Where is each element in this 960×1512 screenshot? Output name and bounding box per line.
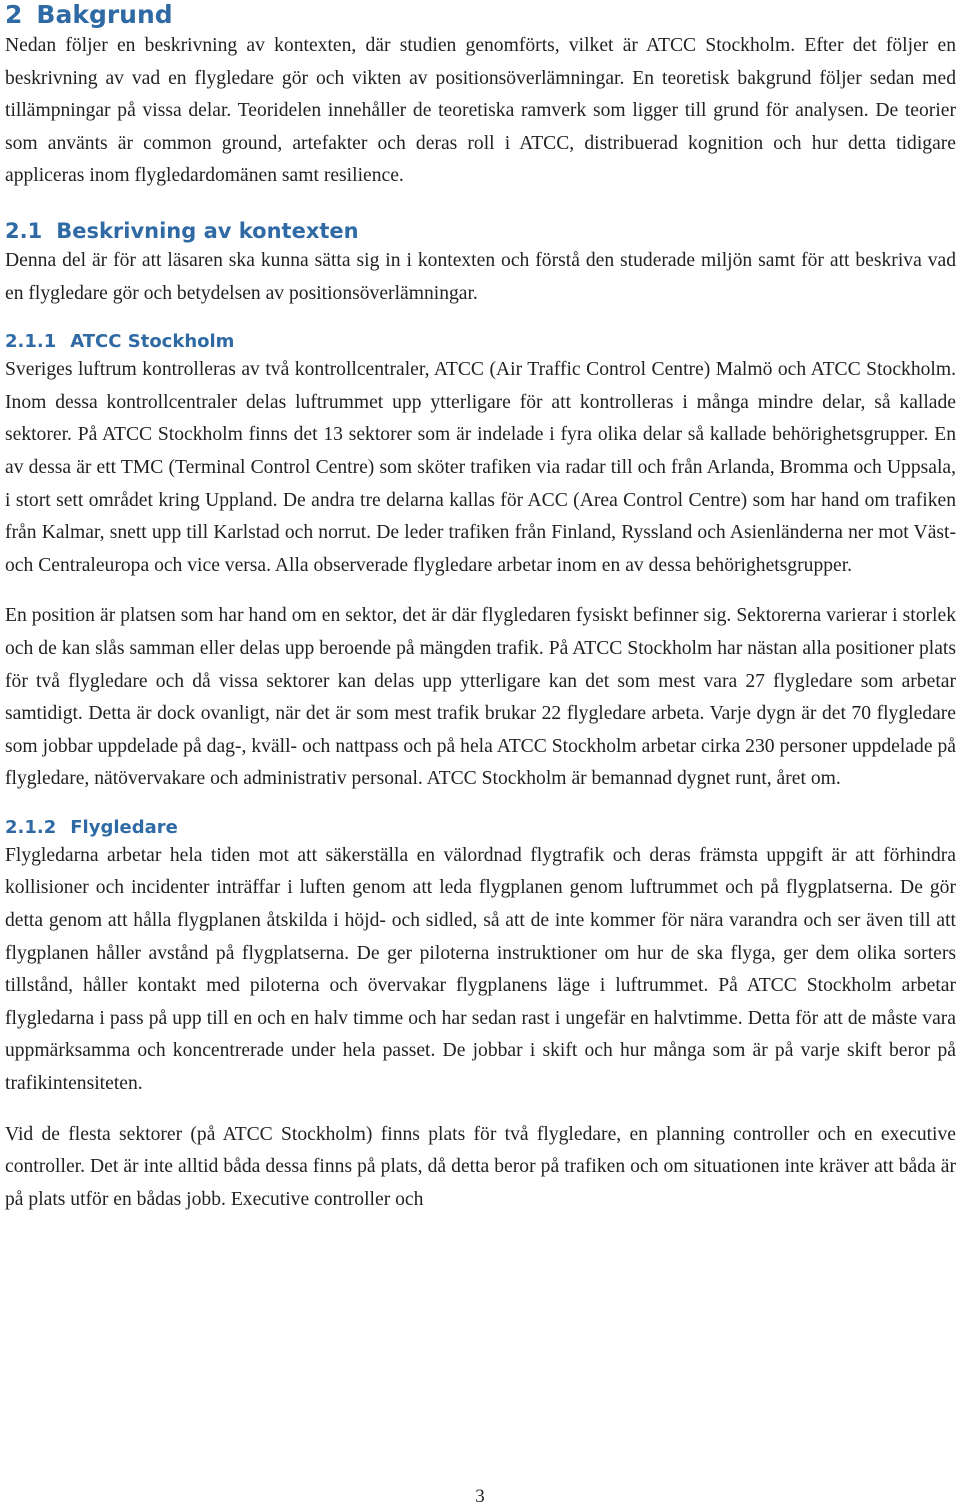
section-title: Bakgrund [36, 0, 173, 29]
subsubsection-number: 2.1.2 [5, 816, 57, 838]
paragraph-intro: Nedan följer en beskrivning av kontexten, där studien genomförts, vilket är ATCC Stockholm. Efter det följer en beskrivning av vad en flygledare gör och vikten av positionsöverlämningar. En teoretisk bakgrund följer sedan med tillämpningar på vissa delar. Teoridelen innehåller de teoretiska ramverk som ligger till grund för analysen. De teorier som använts är common ground, artefakter och deras roll i ATCC, distribuerad kognition och hur detta tidigare appliceras inom flygledardomänen samt resilience. [5, 35, 956, 187]
subsubsection-heading-atcc [5, 330, 956, 354]
paragraph-context: Denna del är för att läsaren ska kunna sätta sig in i kontexten och förstå den studerade miljön samt för att beskriva vad en flygledare gör och betydelsen av positionsöverlämningar. [5, 249, 956, 304]
subsection-title: Beskrivning av kontexten [56, 218, 359, 243]
subsubsection-title: Flygledare [70, 816, 178, 838]
subsection-number: 2.1 [5, 218, 43, 243]
section-number: 2 [5, 0, 23, 29]
document-page [5, 0, 956, 1216]
subsubsection-title: ATCC Stockholm [70, 331, 235, 353]
page-number: 3 [475, 1486, 485, 1507]
subsubsection-number: 2.1.1 [5, 331, 57, 353]
paragraph-atcc-2: En position är platsen som har hand om en sektor, det är där flygledaren fysiskt befinner sig. Sektorerna varierar i storlek och de kan slås samman eller delas upp beroende på mängden trafik. På ATCC Stockholm har nästan alla positioner plats för två flygledare och då vissa sektorer kan delas upp ytterligare kan det som mest vara 27 flygledare som arbetar samtidigt. Detta är dock ovanligt, när det är som mest trafik brukar 22 flygledare arbeta. Varje dygn är det 70 flygledare som jobbar uppdelade på dag-, kväll- och nattpass och på hela ATCC Stockholm arbetar cirka 230 personer uppdelade på flygledare, nätövervakare och administrativ personal. ATCC Stockholm är bemannad dygnet runt, året om. [5, 605, 956, 790]
subsection-heading-beskrivning [5, 217, 956, 245]
paragraph-flygledare-2: Vid de flesta sektorer (på ATCC Stockholm) finns plats för två flygledare, en planning controller och en executive controller. Det är inte alltid båda dessa finns på plats, då detta beror på trafiken och om situationen inte kräver att båda är på plats utför en bådas jobb. Executive controller och [5, 1123, 956, 1210]
section-heading-bakgrund [5, 0, 956, 30]
paragraph-flygledare-1: Flygledarna arbetar hela tiden mot att säkerställa en välordnad flygtrafik och deras främsta uppgift är att förhindra kollisioner och incidenter inträffar i luften genom att leda flygplanen genom luftrummet och på flygplatserna. De gör detta genom att hålla flygplanen åtskilda i höjd- och sidled, så att de inte kommer för nära varandra och ser även till att flygplanen håller avstånd på flygplatserna. De ger piloterna instruktioner om hur de ska flyga, ger dem olika sorters tillstånd, håller kontakt med piloterna och övervakar flygplanens läge i luftrummet. På ATCC Stockholm arbetar flygledarna i pass på upp till en och en halv timme och har sedan rast i ungefär en halvtimme. Detta för att de måste vara uppmärksamma och koncentrerade under hela passet. De jobbar i skift och hur många som är på varje skift beror på trafikintensiteten. [5, 844, 956, 1095]
paragraph-atcc-1: Sveriges luftrum kontrolleras av två kontrollcentraler, ATCC (Air Traffic Control Centre) Malmö och ATCC Stockholm. Inom dessa kontrollcentraler delas luftrummet upp ytterligare för att kontrolleras i många mindre delar, så kallade sektorer. På ATCC Stockholm finns det 13 sektorer som är indelade i fyra olika delar så kallade behörighetsgrupper. En av dessa är ett TMC (Terminal Control Centre) som sköter trafiken via radar till och från Arlanda, Bromma och Uppsala, i stort sett området kring Uppland. De andra tre delarna kallas för ACC (Area Control Centre) som har hand om trafiken från Kalmar, snett upp till Karlstad och norrut. De leder trafiken från Finland, Ryssland och Asienländerna ner mot Väst- och Centraleuropa och vice versa. Alla observerade flygledare arbetar inom en av dessa behörighetsgrupper. [5, 359, 956, 576]
subsubsection-heading-flygledare [5, 816, 956, 840]
